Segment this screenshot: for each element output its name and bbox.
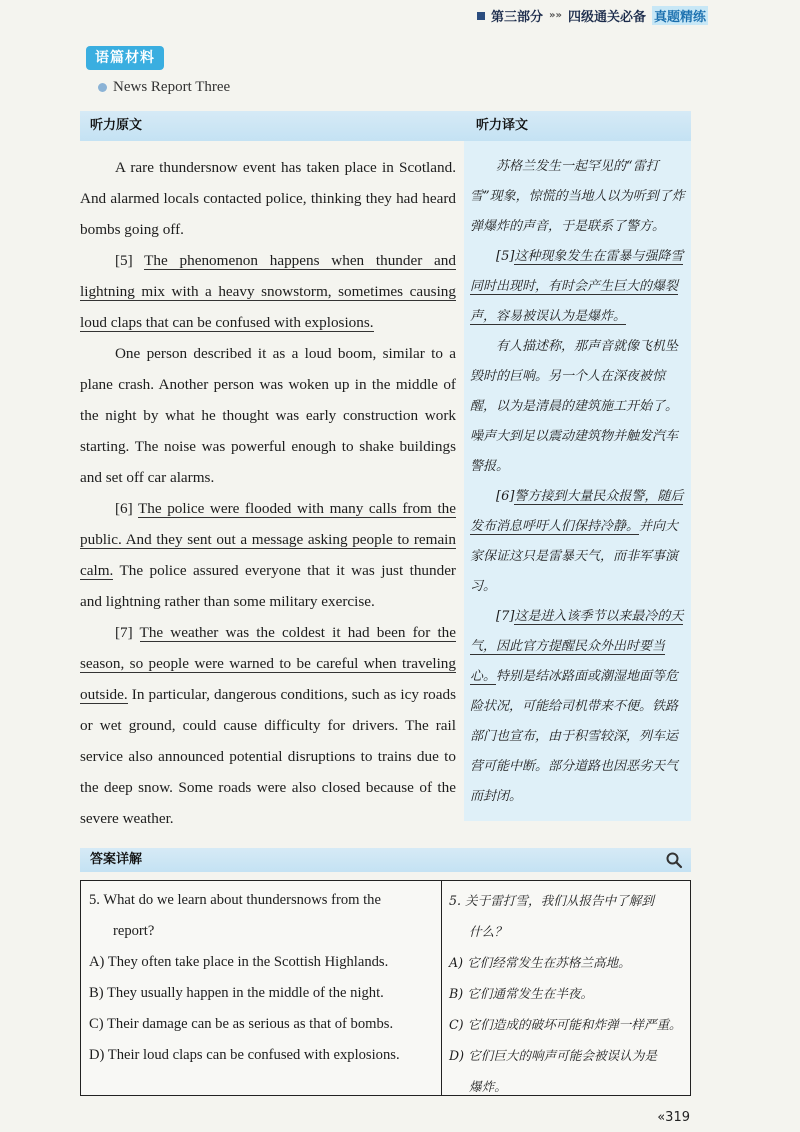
question-marker-6: [6] xyxy=(114,500,133,517)
header-highlight: 真题精练 xyxy=(652,6,708,25)
question-marker-7: [7] xyxy=(114,624,133,641)
cn-answer-5: 这种现象发生在雷暴与强降雪同时出现时，有时会产生巨大的爆裂声，容易被误认为是爆炸。 xyxy=(470,249,684,324)
report-subtitle-text: News Report Three xyxy=(113,79,231,95)
option-d-cn-cont: 爆炸。 xyxy=(469,1079,507,1094)
cn-paragraph-3: 有人描述称，那声音就像飞机坠毁时的巨响。另一个人在深夜被惊醒，以为是清晨的建筑施工开始了。噪声大到足以震动建筑物并触发汽车警报。 xyxy=(470,339,679,474)
cn-answer-7: 这是进入该季节以来最冷的天气，因此官方提醒民众外出时要当心。 xyxy=(470,609,684,684)
option-b-en: B) They usually happen in the middle of the night. xyxy=(89,985,384,1001)
page-number: «319 xyxy=(657,1110,690,1125)
option-c-en: C) Their damage can be as serious as that of bombs. xyxy=(89,1016,394,1032)
eng-paragraph-5-rest: In particular, dangerous conditions, such as icy roads or wet ground, could cause difficulty for drivers. The rail service also announced potential disruptions to trains due to the deep snow. Some roads were also closed because of the severe weather. xyxy=(80,686,456,827)
table-divider xyxy=(441,881,442,1095)
cn-paragraph-2 xyxy=(470,242,687,332)
option-c-cn: C) 它们造成的破坏可能和炸弹一样严重。 xyxy=(449,1017,682,1032)
chinese-translation xyxy=(470,152,687,812)
original-column-label: 听力原文 xyxy=(90,118,143,133)
eng-answer-5: The phenomenon happens when thunder and lightning mix with a heavy snowstorm, sometimes causing loud claps that can be confused with explosions. xyxy=(80,252,456,331)
cn-marker-5: [5] xyxy=(496,249,515,264)
page-number-value: 319 xyxy=(665,1110,690,1125)
eng-answer-7: The weather was the coldest it had been for the season, so people were warned to be careful when traveling outside. xyxy=(80,624,456,703)
option-a-en: A) They often take place in the Scottish Highlands. xyxy=(89,954,389,970)
english-transcript xyxy=(80,152,456,834)
question-marker-5: [5] xyxy=(114,252,133,269)
bullet-dot-icon xyxy=(98,83,107,92)
question-5-cn-line-1: 5. 关于雷打雪，我们从报告中了解到 xyxy=(449,893,654,908)
translation-column-label: 听力译文 xyxy=(476,118,529,133)
cn-marker-6: [6] xyxy=(496,489,515,504)
eng-paragraph-5 xyxy=(80,617,456,834)
option-d-cn: D) 它们巨大的响声可能会被误认为是 xyxy=(449,1048,657,1063)
option-a-cn: A) 它们经常发生在苏格兰高地。 xyxy=(449,955,631,970)
question-chinese xyxy=(449,885,685,1102)
cn-paragraph-4-rest: 并向大家保证这只是雷暴天气，而非军事演习。 xyxy=(470,519,679,594)
answer-explanation-label: 答案详解 xyxy=(90,852,143,867)
header-separator: »» xyxy=(549,10,562,21)
answer-explanation-bar xyxy=(80,848,691,872)
cn-marker-7: [7] xyxy=(496,609,515,624)
report-subtitle xyxy=(98,79,230,96)
eng-paragraph-2 xyxy=(80,245,456,338)
answer-table xyxy=(80,880,691,1096)
cn-paragraph-5 xyxy=(470,602,687,812)
header-part: 第三部分 xyxy=(491,10,544,25)
cn-paragraph-5-rest: 特别是结冰路面或潮湿地面等危险状况，可能给司机带来不便。铁路部门也宣布，由于积雪较深，列车运营可能中断。部分道路也因恶劣天气而封闭。 xyxy=(470,669,679,804)
question-english xyxy=(89,885,439,1071)
question-5-en-line-1: 5. What do we learn about thundersnows from the xyxy=(89,892,381,908)
option-b-cn: B) 它们通常发生在半夜。 xyxy=(449,986,594,1001)
eng-answer-6: The police were flooded with many calls from the public. And they sent out a message asking people to remain calm. xyxy=(80,500,456,579)
option-d-en: D) Their loud claps can be confused with explosions. xyxy=(89,1047,400,1063)
eng-paragraph-3: One person described it as a loud boom, similar to a plane crash. Another person was woken up in the middle of the night by what he thought was early construction work starting. The noise was powerful enough to shake buildings and set off car alarms. xyxy=(80,345,456,486)
running-header xyxy=(477,6,708,25)
eng-paragraph-4 xyxy=(80,493,456,617)
search-icon[interactable] xyxy=(665,851,683,869)
cn-paragraph-4 xyxy=(470,482,687,602)
section-tag: 语篇材料 xyxy=(86,46,164,70)
columns-header-bar xyxy=(80,111,691,141)
question-5-cn-line-2: 什么？ xyxy=(469,924,507,939)
header-series-title: 四级通关必备 xyxy=(567,10,646,25)
cn-paragraph-1: 苏格兰发生一起罕见的“雷打雪”现象，惊慌的当地人以为听到了炸弹爆炸的声音，于是联系了警方。 xyxy=(470,159,685,234)
header-square-icon xyxy=(477,12,485,20)
question-5-en-line-2: report? xyxy=(113,923,155,939)
cn-answer-6: 警方接到大量民众报警，随后发布消息呼吁人们保持冷静。 xyxy=(470,489,684,534)
eng-paragraph-1: A rare thundersnow event has taken place in Scotland. And alarmed locals contacted police, thinking they had heard bombs going off. xyxy=(80,159,456,238)
eng-paragraph-4-rest: The police assured everyone that it was just thunder and lightning rather than some military exercise. xyxy=(80,562,456,610)
